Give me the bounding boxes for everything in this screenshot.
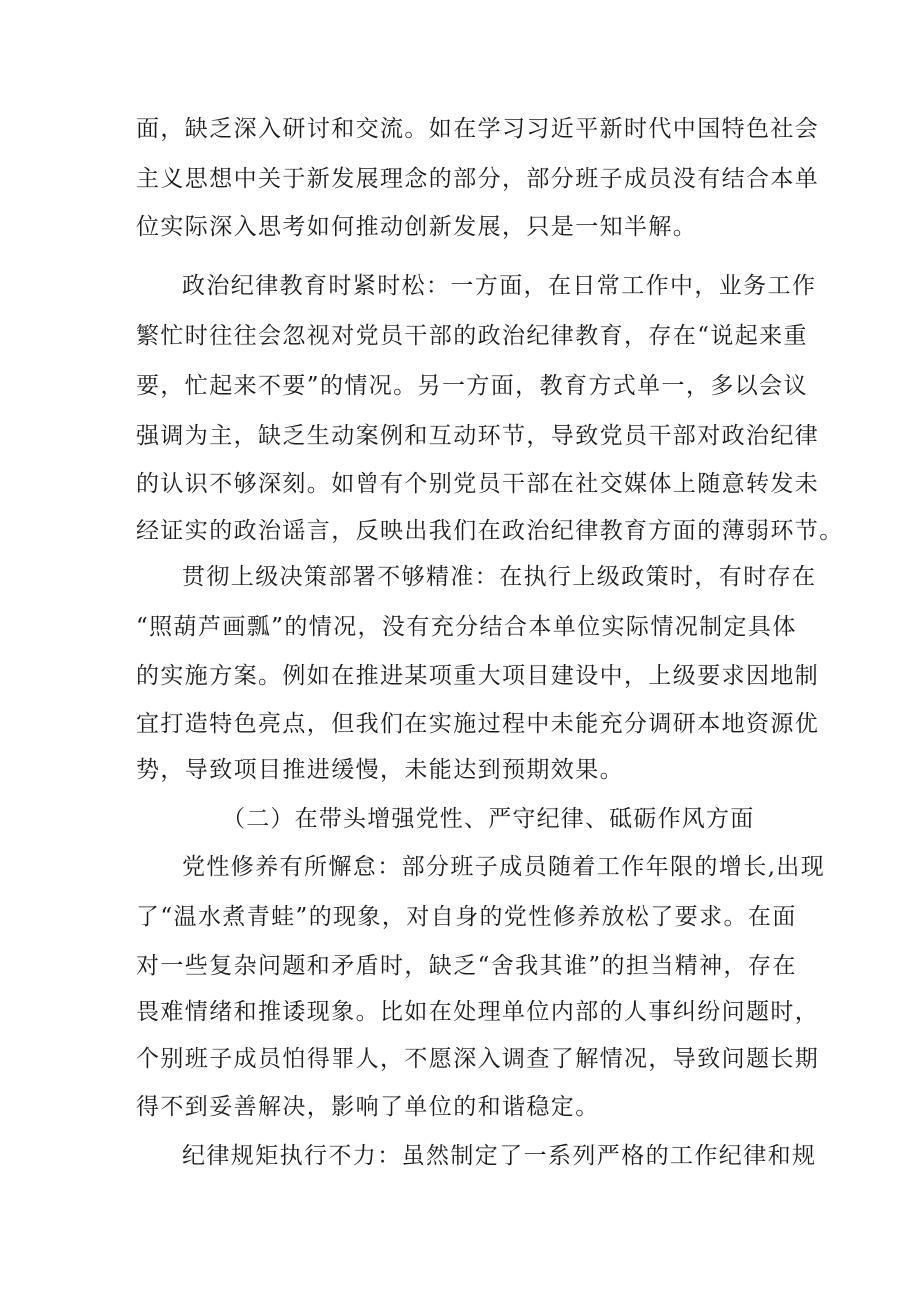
paragraph-line: 对一些复杂问题和矛盾时，缺乏“舍我其谁”的担当精神，存在	[136, 953, 797, 979]
paragraph-line: 的实施方案。例如在推进某项重大项目建设中，上级要求因地制	[136, 663, 820, 689]
paragraph-line: 繁忙时往往会忽视对党员干部的政治纪律教育，存在“说起来重	[136, 323, 808, 349]
paragraph-line: 个别班子成员怕得罪人，不愿深入调查了解情况，导致问题长期	[136, 1046, 820, 1072]
paragraph-line: 畏难情绪和推诿现象。比如在处理单位内部的人事纠纷问题时，	[136, 999, 820, 1025]
paragraph-line: 的认识不够深刻。如曾有个别党员干部在社交媒体上随意转发未	[136, 471, 820, 497]
paragraph-line: 经证实的政治谣言，反映出我们在政治纪律教育方面的薄弱环节。	[136, 518, 844, 544]
paragraph-line: 政治纪律教育时紧时松：一方面，在日常工作中，业务工作	[182, 273, 817, 299]
paragraph-line: 贯彻上级决策部署不够精准：在执行上级政策时，有时存在	[182, 564, 817, 590]
section-heading: （二）在带头增强党性、严守纪律、砥砺作风方面	[222, 806, 755, 832]
paragraph-line: 宜打造特色亮点，但我们在实施过程中未能充分调研本地资源优	[136, 711, 820, 737]
paragraph-line: “照葫芦画瓢”的情况，没有充分结合本单位实际情况制定具体	[136, 614, 797, 640]
paragraph-line: 纪律规矩执行不力：虽然制定了一系列严格的工作纪律和规	[182, 1143, 817, 1169]
paragraph-line: 强调为主，缺乏生动案例和互动环节，导致党员干部对政治纪律	[136, 423, 820, 449]
paragraph-line: 得不到妥善解决，影响了单位的和谐稳定。	[136, 1094, 600, 1120]
paragraph-line: 要，忙起来不要”的情况。另一方面，教育方式单一，多以会议	[136, 373, 808, 399]
paragraph-line: 位实际深入思考如何推动创新发展，只是一知半解。	[136, 214, 698, 240]
paragraph-line: 势，导致项目推进缓慢，未能达到预期效果。	[136, 757, 624, 783]
paragraph-line: 面，缺乏深入研讨和交流。如在学习习近平新时代中国特色社会	[136, 116, 820, 142]
paragraph-line: 党性修养有所懈怠：部分班子成员随着工作年限的增长,出现	[182, 854, 826, 880]
paragraph-line: 了“温水煮青蛙”的现象，对自身的党性修养放松了要求。在面	[136, 904, 797, 930]
paragraph-line: 主义思想中关于新发展理念的部分，部分班子成员没有结合本单	[136, 166, 820, 192]
